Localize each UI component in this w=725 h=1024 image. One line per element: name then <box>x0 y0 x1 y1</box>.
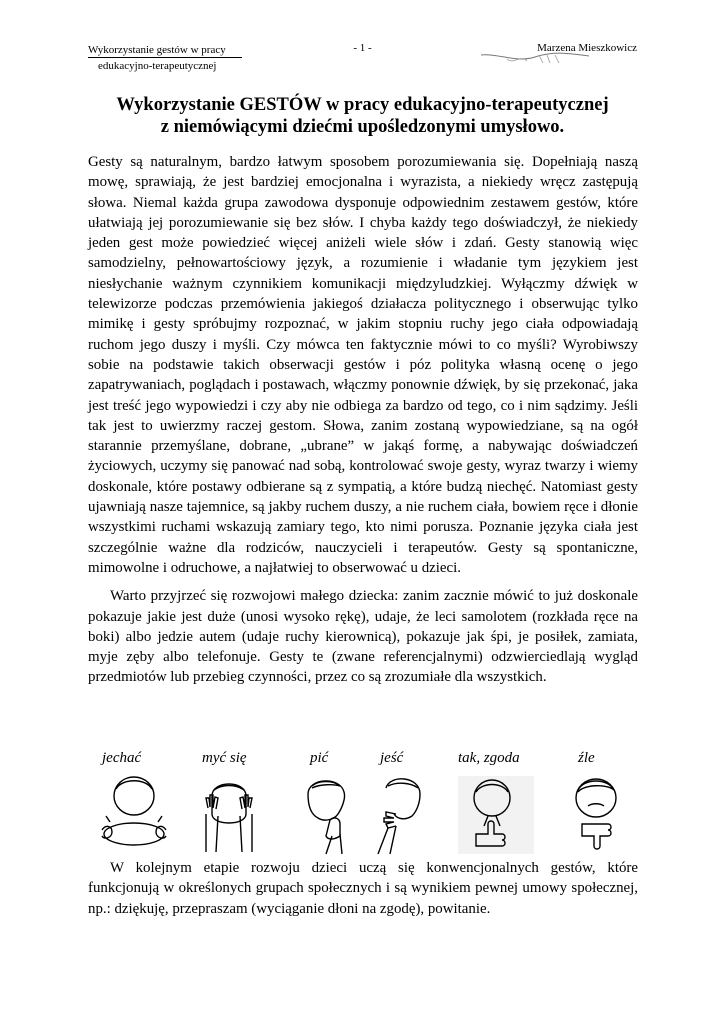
gesture-illustrations <box>88 750 638 860</box>
washing-face-gesture-icon <box>194 774 264 856</box>
signature-flourish-icon <box>477 51 597 67</box>
thumbs-down-gesture-icon <box>558 774 634 856</box>
header-rule <box>88 57 242 58</box>
gesture-label-jesc: jeść <box>380 750 404 766</box>
drinking-gesture-icon <box>294 774 358 856</box>
gesture-label-jechac: jechać <box>102 750 142 766</box>
gesture-label-tak-zgoda: tak, zgoda <box>458 750 520 766</box>
page-header <box>88 42 637 82</box>
thumbs-up-gesture-icon <box>456 774 536 856</box>
gesture-label-myc-sie: myć się <box>202 750 247 766</box>
gesture-label-pic: pić <box>310 750 329 766</box>
paragraph: Warto przyjrzeć się rozwojowi małego dziecka: zanim zacznie mówić to już doskonale pokazuje jakie jest duże (unosi wysoko rękę), udaje, że leci samolotem (rozkłada ręce na boki) albo jedzie autem (udaje ruchy kierownicą), pokazuje jak śpi, je posiłek, zamiata, myje zęby albo telefonuje. Gesty te (zwane referencjalnymi) odzwierciedlają wygląd przedmiotów lub przebieg czynności, przez co są zrozumiałe dla wszystkich. <box>88 588 638 686</box>
title-line1: Wykorzystanie GESTÓW w pracy edukacyjno-terapeutycznej <box>116 95 609 115</box>
header-author: Marzena Mieszkowicz <box>537 42 637 54</box>
steering-wheel-gesture-icon <box>96 774 172 854</box>
eating-gesture-icon <box>366 774 430 856</box>
body-text-continued <box>88 858 638 919</box>
body-text <box>88 152 638 688</box>
gesture-label-zle: źle <box>578 750 595 766</box>
header-title-line2: edukacyjno-terapeutycznej <box>98 60 217 72</box>
paragraph: Gesty są naturalnym, bardzo łatwym sposobem porozumiewania się. Dopełniają naszą mowę, sprawiają, że jest bardziej emocjonalna i wyrazista, a niekiedy wręcz zastępują słowa. Niemal każda grupa zawodowa dysponuje odpowiednim zestawem gestów, które ułatwiają jej porozumiewanie się bez słów. I chyba każdy tego doświadczył, że niekiedy jeden gest może powiedzieć więcej aniżeli wiele słów i zdań. Gesty stanowią więc samodzielny, pełnowartościowy język, a rozumienie i władanie tym językiem jest niesłychanie ważnym czynnikiem komunikacji międzyludzkiej. Wyłączmy dźwięk w telewizorze podczas przemówienia jakiegoś działacza politycznego i obserwując tylko mimikę i gesty spróbujmy rozpoznać, w jakim stopniu ruchy jego ciała odpowiadają ruchom jego duszy i myśli. Czy mówca ten faktycznie mówi to co myśli? Wyrobiwszy sobie na podstawie takich obserwacji gestów i póz polityka własną ocenę o jego zapatrywaniach, poglądach i postawach, włączmy ponownie dźwięk, by się przekonać, jaka jest treść jego wypowiedzi i czy aby nie odbiega za bardzo od tego, co i nim sądzimy. Jeśli tak jest to uwierzmy raczej gestom. Słowa, zanim zostaną wypowiedziane, są na ogół starannie przemyślane, dobrane, „ubrane” w jakąś formę, a nabywając doświadczeń życiowych, uczymy się panować nad sobą, kontrolować swoje gesty, wyraz twarzy i wiemy doskonale, które postawy odbierane są z sympatią, a które budzą niechęć. Natomiast gesty ujawniają nasze tajemnice, są jakby ruchem duszy, a nie ruchem ciała, bowiem ręce i dłonie wszystkimi ruchami wskazują zamiary tego, kto nimi porusza. Poznanie języka ciała jest szczególnie ważne dla rodziców, nauczycieli i terapeutów. Gesty są spontaniczne, mimowolne i odruchowe, a najłatwiej to obserwować u dzieci. <box>88 154 638 576</box>
title-line2: z niemówiącymi dziećmi upośledzonymi umysłowo. <box>160 117 565 137</box>
header-title-line1: Wykorzystanie gestów w pracy <box>88 44 226 56</box>
document-title <box>88 94 637 138</box>
header-page-number: - 1 - <box>353 42 372 54</box>
paragraph: W kolejnym etapie rozwoju dzieci uczą się konwencjonalnych gestów, które funkcjonują w określonych grupach społecznych i są wynikiem pewnej umowy społecznej, np.: dziękuję, przepraszam (wyciąganie dłoni na zgodę), powitanie. <box>88 860 638 917</box>
